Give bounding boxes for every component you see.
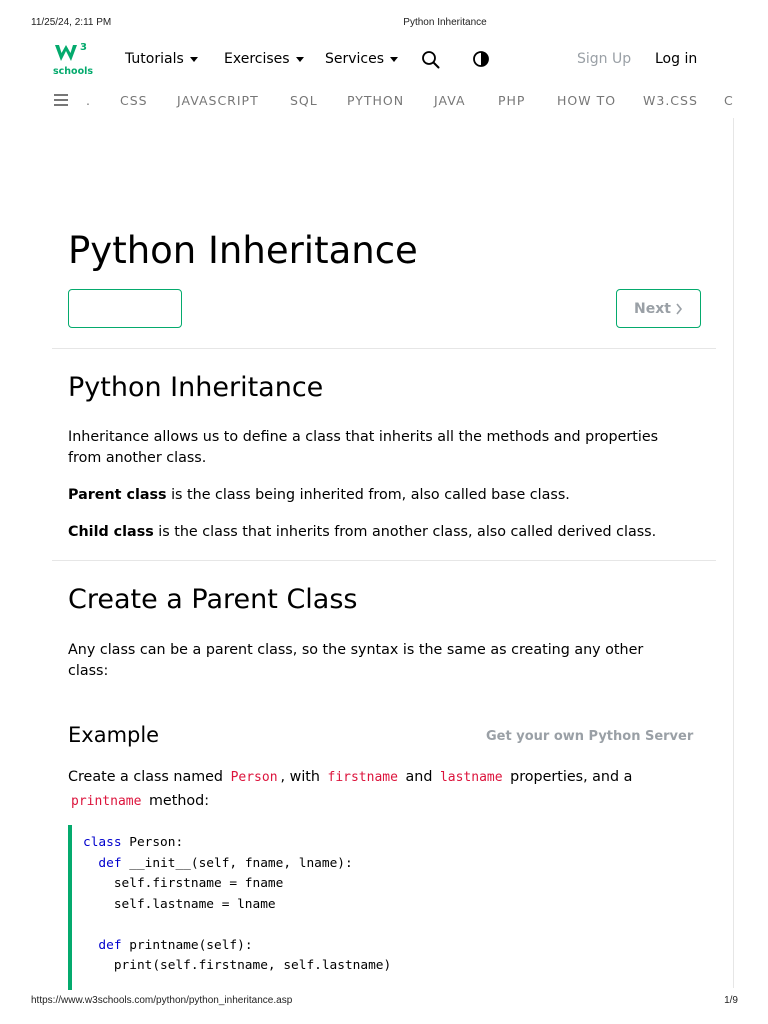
chevron-right-icon (675, 303, 683, 315)
menu-icon[interactable] (54, 94, 68, 106)
code-example-block (68, 825, 700, 990)
nav-tutorials[interactable] (125, 51, 198, 67)
print-url: https://www.w3schools.com/python/python_inheritance.asp (31, 995, 293, 1006)
search-icon[interactable] (421, 50, 441, 70)
code-line: self.lastname = lname (113, 896, 276, 912)
subnav-item-javascript[interactable]: JAVASCRIPT (177, 93, 259, 108)
subnav-item-w3css[interactable]: W3.CSS (643, 93, 698, 108)
top-navigation (0, 36, 768, 84)
example-desc-text: Create a class named (68, 769, 228, 785)
logo-text: schools (53, 66, 93, 77)
inline-code-printname: printname (71, 793, 142, 809)
example-desc-text: , with (280, 769, 325, 785)
caret-down-icon (390, 57, 398, 62)
example-description (68, 766, 688, 813)
child-class-definition (68, 522, 688, 543)
caret-down-icon (296, 57, 304, 62)
code-keyword: def (98, 855, 122, 871)
subnav-item-sql[interactable]: SQL (290, 93, 318, 108)
nav-exercises-label: Exercises (224, 51, 290, 67)
inline-code-person: Person (230, 770, 278, 785)
nav-exercises[interactable] (224, 51, 304, 67)
code-line: print(self.firstname, self.lastname) (113, 958, 392, 973)
section-heading-parent-class: Create a Parent Class (68, 584, 358, 615)
logo-superscript: 3 (80, 42, 87, 53)
child-class-term: Child class (68, 524, 154, 540)
example-desc-text: properties, and a (505, 769, 633, 785)
get-python-server-link[interactable]: Get your own Python Server (486, 729, 694, 744)
divider (52, 348, 716, 349)
code-line: Person: (121, 835, 184, 850)
subnav-item-css[interactable]: CSS (120, 93, 148, 108)
subnav-item-python[interactable]: PYTHON (347, 93, 405, 108)
code-line: self.firstname = fname (113, 876, 284, 891)
login-link[interactable]: Log in (655, 51, 698, 67)
page-title: Python Inheritance (68, 229, 418, 272)
subnav-item-java[interactable]: JAVA (434, 93, 466, 108)
parent-class-term: Parent class (68, 487, 167, 503)
divider (52, 560, 716, 561)
child-class-desc: is the class that inherits from another class, also called derived class. (153, 524, 657, 540)
print-header (0, 17, 768, 31)
code-line: __init__(self, fname, lname): (121, 855, 353, 871)
print-date: 11/25/24, 2:11 PM (31, 17, 112, 28)
inline-code-lastname: lastname (439, 770, 503, 785)
code-listing (83, 833, 391, 977)
print-page-number: 1/9 (724, 995, 738, 1006)
print-footer (0, 995, 768, 1009)
code-line: printname(self): (121, 937, 253, 953)
section-heading-inheritance: Python Inheritance (68, 372, 324, 403)
code-keyword: class (83, 835, 122, 850)
parent-class-desc: is the class being inherited from, also called base class. (166, 487, 570, 503)
signup-link[interactable]: Sign Up (577, 51, 632, 67)
example-desc-text: method: (144, 792, 210, 809)
code-keyword: def (98, 937, 122, 953)
content-right-border (733, 118, 734, 988)
parent-class-intro: Any class can be a parent class, so the syntax is the same as creating any other class: (68, 642, 644, 679)
next-button-label: Next (634, 300, 671, 317)
subnav-item-c[interactable]: C (724, 93, 734, 108)
inheritance-intro: Inheritance allows us to define a class that inherits all the methods and properties from another class. (68, 429, 659, 466)
example-desc-text: and (400, 769, 437, 785)
caret-down-icon (190, 57, 198, 62)
subnav-item[interactable]: . (86, 93, 91, 108)
nav-tutorials-label: Tutorials (125, 51, 184, 67)
nav-services-label: Services (325, 51, 385, 67)
example-heading: Example (68, 723, 160, 747)
w3schools-logo[interactable] (53, 41, 93, 77)
subnav-item-php[interactable]: PHP (498, 93, 526, 108)
next-button[interactable] (616, 289, 701, 328)
subject-navigation (0, 84, 768, 118)
inline-code-firstname: firstname (327, 770, 398, 785)
contrast-icon[interactable] (472, 50, 492, 70)
print-title: Python Inheritance (403, 17, 487, 28)
nav-services[interactable] (325, 51, 398, 67)
parent-class-definition (68, 485, 688, 506)
previous-button[interactable] (68, 289, 182, 328)
subnav-item-howto[interactable]: HOW TO (557, 93, 617, 108)
